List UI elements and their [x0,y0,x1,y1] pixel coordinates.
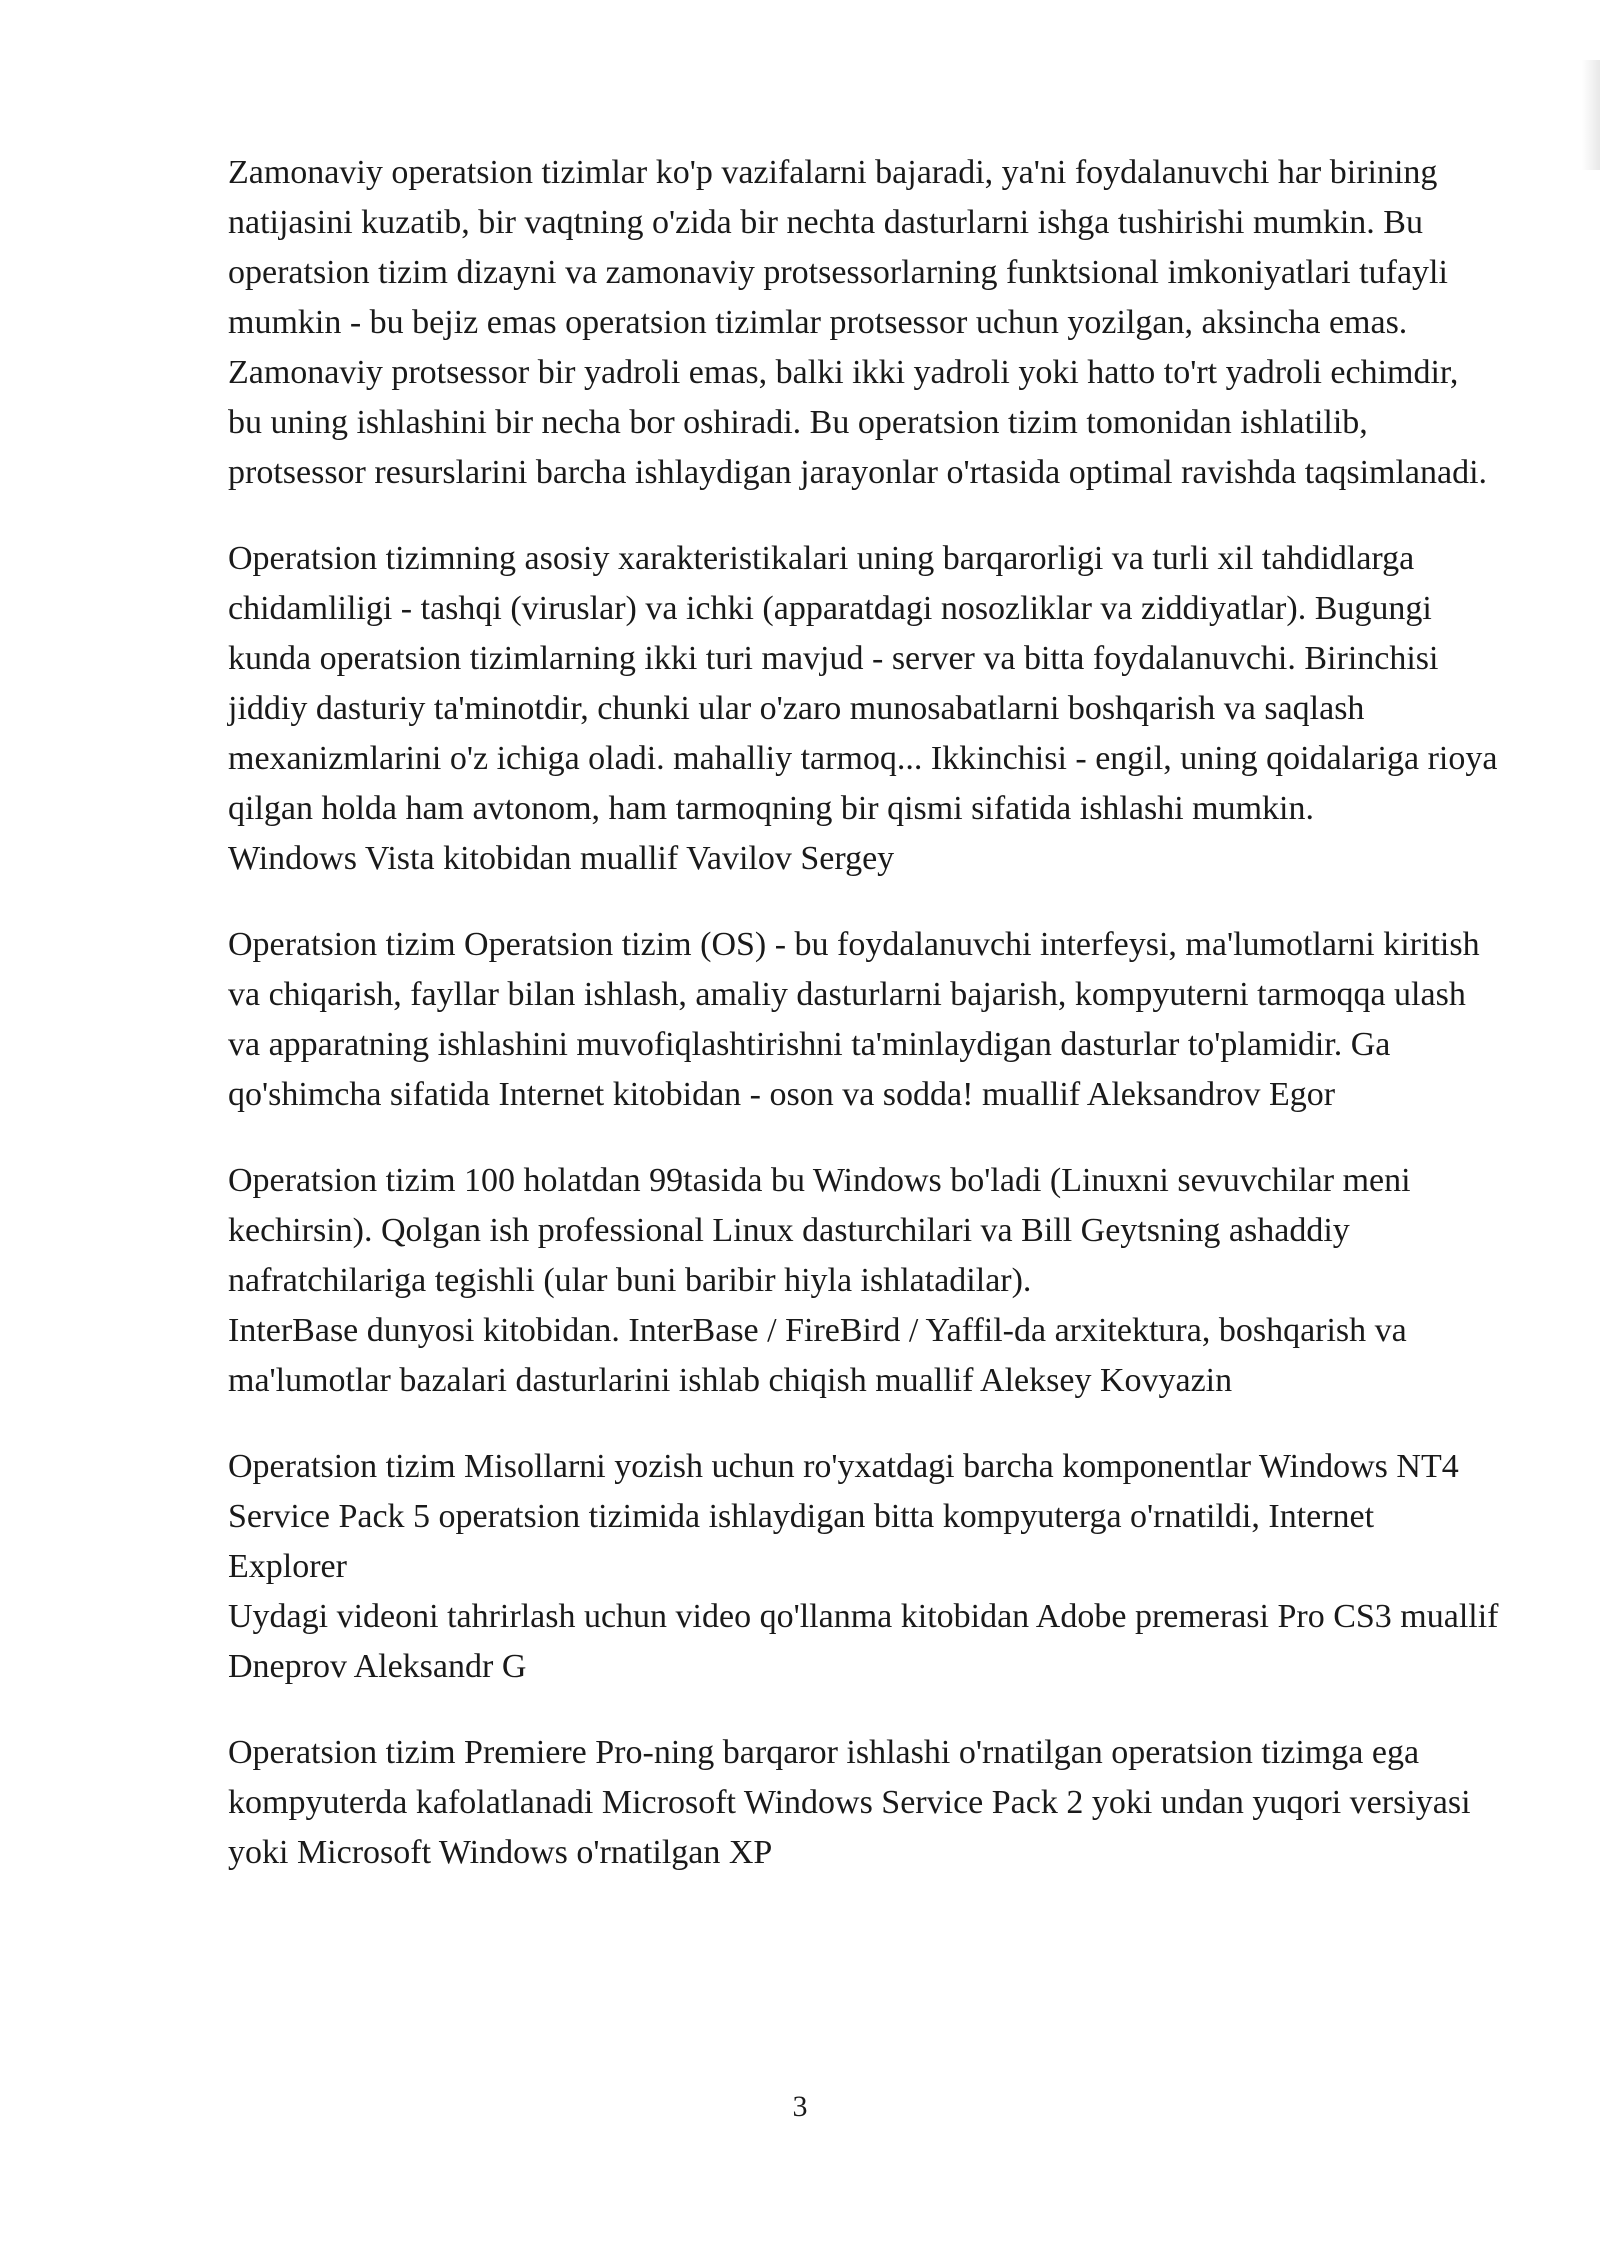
page-edge-shadow [1582,60,1600,170]
paragraph-text: Operatsion tizim Operatsion tizim (OS) - bu foydalanuvchi interfeysi, ma'lumotlarni kiritish va chiqarish, fayllar bilan ishlash, amaliy dasturlarni bajarish, kompyuterni tarmoqqa ulash va apparatning ishlashini muvofiqlashtirishni ta'minlaydigan dasturlar to'plamidir. Ga qo'shimcha sifatida Internet kitobidan - oson va sodda! muallif Aleksandrov Egor [228,926,1480,1113]
paragraph-text: Operatsion tizimning asosiy xarakteristikalari uning barqarorligi va turli xil tahdidlarga chidamliligi - tashqi (viruslar) va ichki (apparatdagi nosozliklar va ziddiyatlar). Bugungi kunda operatsion tizimlarning ikki turi mavjud - server va bitta foydalanuvchi. Birinchisi jiddiy dasturiy ta'minotdir, chunki ular o'zaro munosabatlarni boshqarish va saqlash mexanizmlarini o'z ichiga oladi. mahalliy tarmoq... Ikkinchisi - engil, uning qoidalariga rioya qilgan holda ham avtonom, ham tarmoqning bir qismi sifatida ishlashi mumkin. [228,540,1498,827]
paragraph-text: Operatsion tizim Premiere Pro-ning barqaror ishlashi o'rnatilgan operatsion tizimga ega kompyuterda kafolatlanadi Microsoft Windows Service Pack 2 yoki undan yuqori versiyasi yoki Microsoft Windows o'rnatilgan XP [228,1734,1471,1871]
paragraph-block [228,1442,1500,1692]
paragraph-block [228,534,1500,884]
document-body [228,148,1500,1914]
paragraph-block [228,920,1500,1120]
source-citation: Windows Vista kitobidan muallif Vavilov Sergey [228,840,895,877]
source-citation: Uydagi videoni tahrirlash uchun video qo'llanma kitobidan Adobe premerasi Pro CS3 muallif Dneprov Aleksandr G [228,1598,1499,1685]
paragraph-block [228,1156,1500,1406]
paragraph-block [228,148,1500,498]
source-citation: InterBase dunyosi kitobidan. InterBase / FireBird / Yaffil-da arxitektura, boshqarish va ma'lumotlar bazalari dasturlarini ishlab chiqish muallif Aleksey Kovyazin [228,1312,1407,1399]
paragraph-text: Operatsion tizim Misollarni yozish uchun ro'yxatdagi barcha komponentlar Windows NT4 Service Pack 5 operatsion tizimida ishlaydigan bitta kompyuterga o'rnatildi, Internet Explorer [228,1448,1459,1585]
paragraph-text: Operatsion tizim 100 holatdan 99tasida bu Windows bo'ladi (Linuxni sevuvchilar meni kechirsin). Qolgan ish professional Linux dasturchilari va Bill Geytsning ashaddiy nafratchilariga tegishli (ular buni baribir hiyla ishlatadilar). [228,1162,1411,1299]
page-number: 3 [792,2090,808,2123]
paragraph-text: Zamonaviy operatsion tizimlar ko'p vazifalarni bajaradi, ya'ni foydalanuvchi har birining natijasini kuzatib, bir vaqtning o'zida bir nechta dasturlarni ishga tushirishi mumkin. Bu operatsion tizim dizayni va zamonaviy protsessorlarning funktsional imkoniyatlari tufayli mumkin - bu bejiz emas operatsion tizimlar protsessor uchun yozilgan, aksincha emas. Zamonaviy protsessor bir yadroli emas, balki ikki yadroli yoki hatto to'rt yadroli echimdir, bu uning ishlashini bir necha bor oshiradi. Bu operatsion tizim tomonidan ishlatilib, protsessor resurslarini barcha ishlaydigan jarayonlar o'rtasida optimal ravishda taqsimlanadi. [228,154,1488,491]
paragraph-block [228,1728,1500,1878]
